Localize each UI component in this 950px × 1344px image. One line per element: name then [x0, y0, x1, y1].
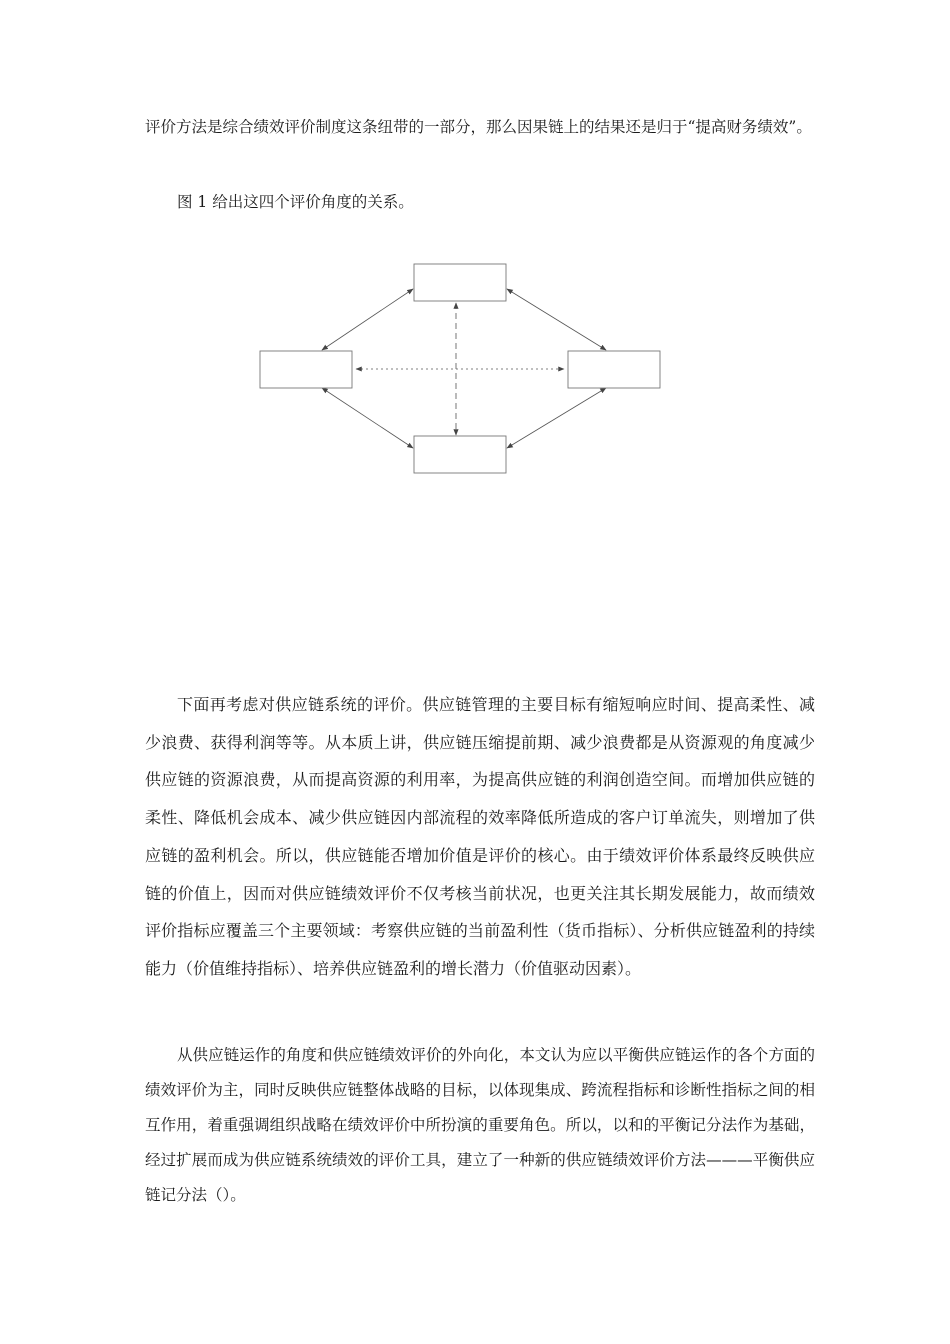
connector-left-bottom	[322, 388, 413, 448]
connector-top-right	[507, 289, 606, 350]
paragraph-intro: 评价方法是综合绩效评价制度这条纽带的一部分，那么因果链上的结果还是归于“提高财务绩效”。	[145, 118, 812, 136]
diagram-box-left	[260, 351, 352, 388]
paragraph-supply-chain-evaluation: 下面再考虑对供应链系统的评价。供应链管理的主要目标有缩短响应时间、提高柔性、减少浪费、获得利润等等。从本质上讲，供应链压缩提前期、减少浪费都是从资源观的角度减少供应链的资源浪费，从而提高资源的利用率，为提高供应链的利润创造空间。而增加供应链的柔性、降低机会成本、减少供应链因内部流程的效率降低所造成的客户订单流失，则增加了供应链的盈利机会。所以，供应链能否增加价值是评价的核心。由于绩效评价体系最终反映供应链的价值上，因而对供应链绩效评价不仅考核当前状况，也更关注其长期发展能力，故而绩效评价指标应覆盖三个主要领域：考察供应链的当前盈利性（货币指标）、分析供应链盈利的持续能力（价值维持指标）、培养供应链盈利的增长潜力（价值驱动因素）。	[145, 695, 815, 978]
diagram-box-top	[414, 264, 506, 301]
connector-right-bottom	[507, 388, 606, 448]
diagram-box-bottom	[414, 436, 506, 473]
figure-1-diagram	[250, 255, 670, 485]
paragraph-figure-reference: 图 1 给出这四个评价角度的关系。	[177, 193, 414, 211]
connector-top-left	[322, 289, 413, 350]
diagram-box-right	[568, 351, 660, 388]
paragraph-conclusion: 从供应链运作的角度和供应链绩效评价的外向化，本文认为应以平衡供应链运作的各个方面的绩效评价为主，同时反映供应链整体战略的目标，以体现集成、跨流程指标和诊断性指标之间的相互作用，着重强调组织战略在绩效评价中所扮演的重要角色。所以，以和的平衡记分法作为基础，经过扩展而成为供应链系统绩效的评价工具，建立了一种新的供应链绩效评价方法———平衡供应链记分法（）。	[145, 1046, 815, 1204]
